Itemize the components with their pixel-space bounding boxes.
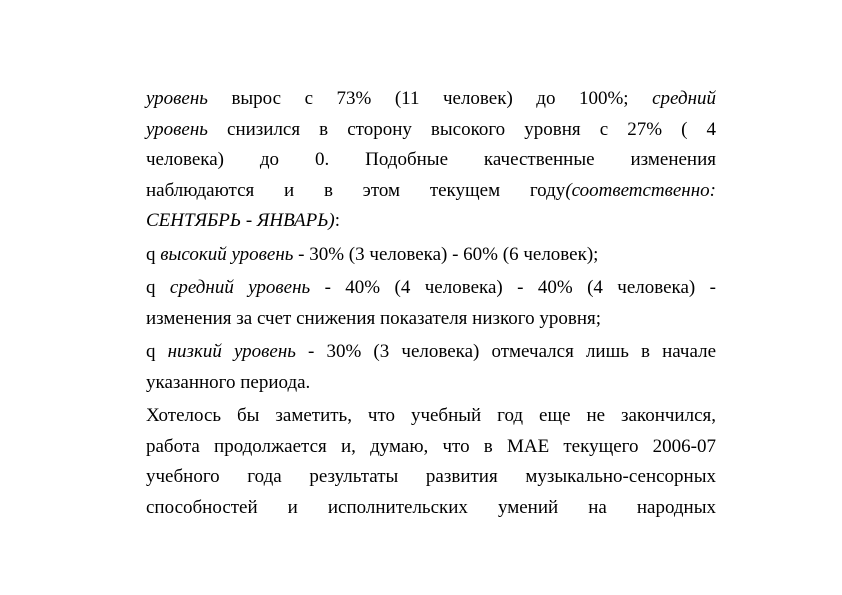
closing-line-3 [146,462,716,493]
closing-line-1 [146,401,716,432]
italic-level-term: уровень [146,118,208,140]
closing-text: работа продолжается и, думаю, что в МАЕ текущего 2006-07 [146,435,716,457]
intro-line-1 [146,84,716,115]
list-item-medium-level [146,273,716,304]
italic-medium-term: средний [628,88,716,109]
bullet-glyph: q [146,277,170,298]
intro-line-4 [146,176,716,207]
intro-text: снизился в сторону высокого уровня с 27% ( 4 [207,118,716,140]
list-item-high-level [146,240,716,271]
intro-text: человека) до 0. Подобные качественные изменения [146,149,716,170]
body-text [146,84,716,523]
list-item-medium-level-cont [146,304,716,335]
medium-level-text: изменения за счет снижения показателя низкого уровня; [146,307,602,329]
intro-line-2 [146,115,716,146]
intro-text: наблюдаются и в этом текущем году [146,179,566,201]
low-level-label: низкий уровень [167,341,296,362]
high-level-label: высокий уровень [160,243,294,265]
closing-line-4 [146,493,716,524]
bullet-glyph: q [146,341,168,362]
list-item-low-level [146,337,716,368]
italic-period-note: (соответственно: [565,179,716,201]
closing-line-2 [146,432,716,463]
bullet-glyph: q [146,243,161,265]
high-level-text: - 30% (3 человека) - 60% (6 человек); [293,243,599,265]
list-item-low-level-cont [146,368,716,399]
intro-text: вырос с 73% (11 человек) до 100%; [207,88,629,109]
italic-period-months: СЕНТЯБРЬ - ЯНВАРЬ) [146,210,335,231]
closing-text: учебного года результаты развития музыкально-сенсорных [146,466,716,487]
low-level-text: - 30% (3 человека) отмечался лишь в начале [295,341,717,362]
closing-text: способностей и исполнительских умений на народных [146,496,716,518]
closing-text: Хотелось бы заметить, что учебный год еще не закончился, [146,405,716,426]
italic-level-term: уровень [146,88,208,109]
medium-level-label: средний уровень [169,277,311,298]
medium-level-text: - 40% (4 человека) - 40% (4 человека) - [310,277,716,298]
intro-colon: : [334,210,341,231]
intro-line-5 [146,206,716,237]
intro-line-3 [146,145,716,176]
low-level-text: указанного периода. [146,371,311,393]
